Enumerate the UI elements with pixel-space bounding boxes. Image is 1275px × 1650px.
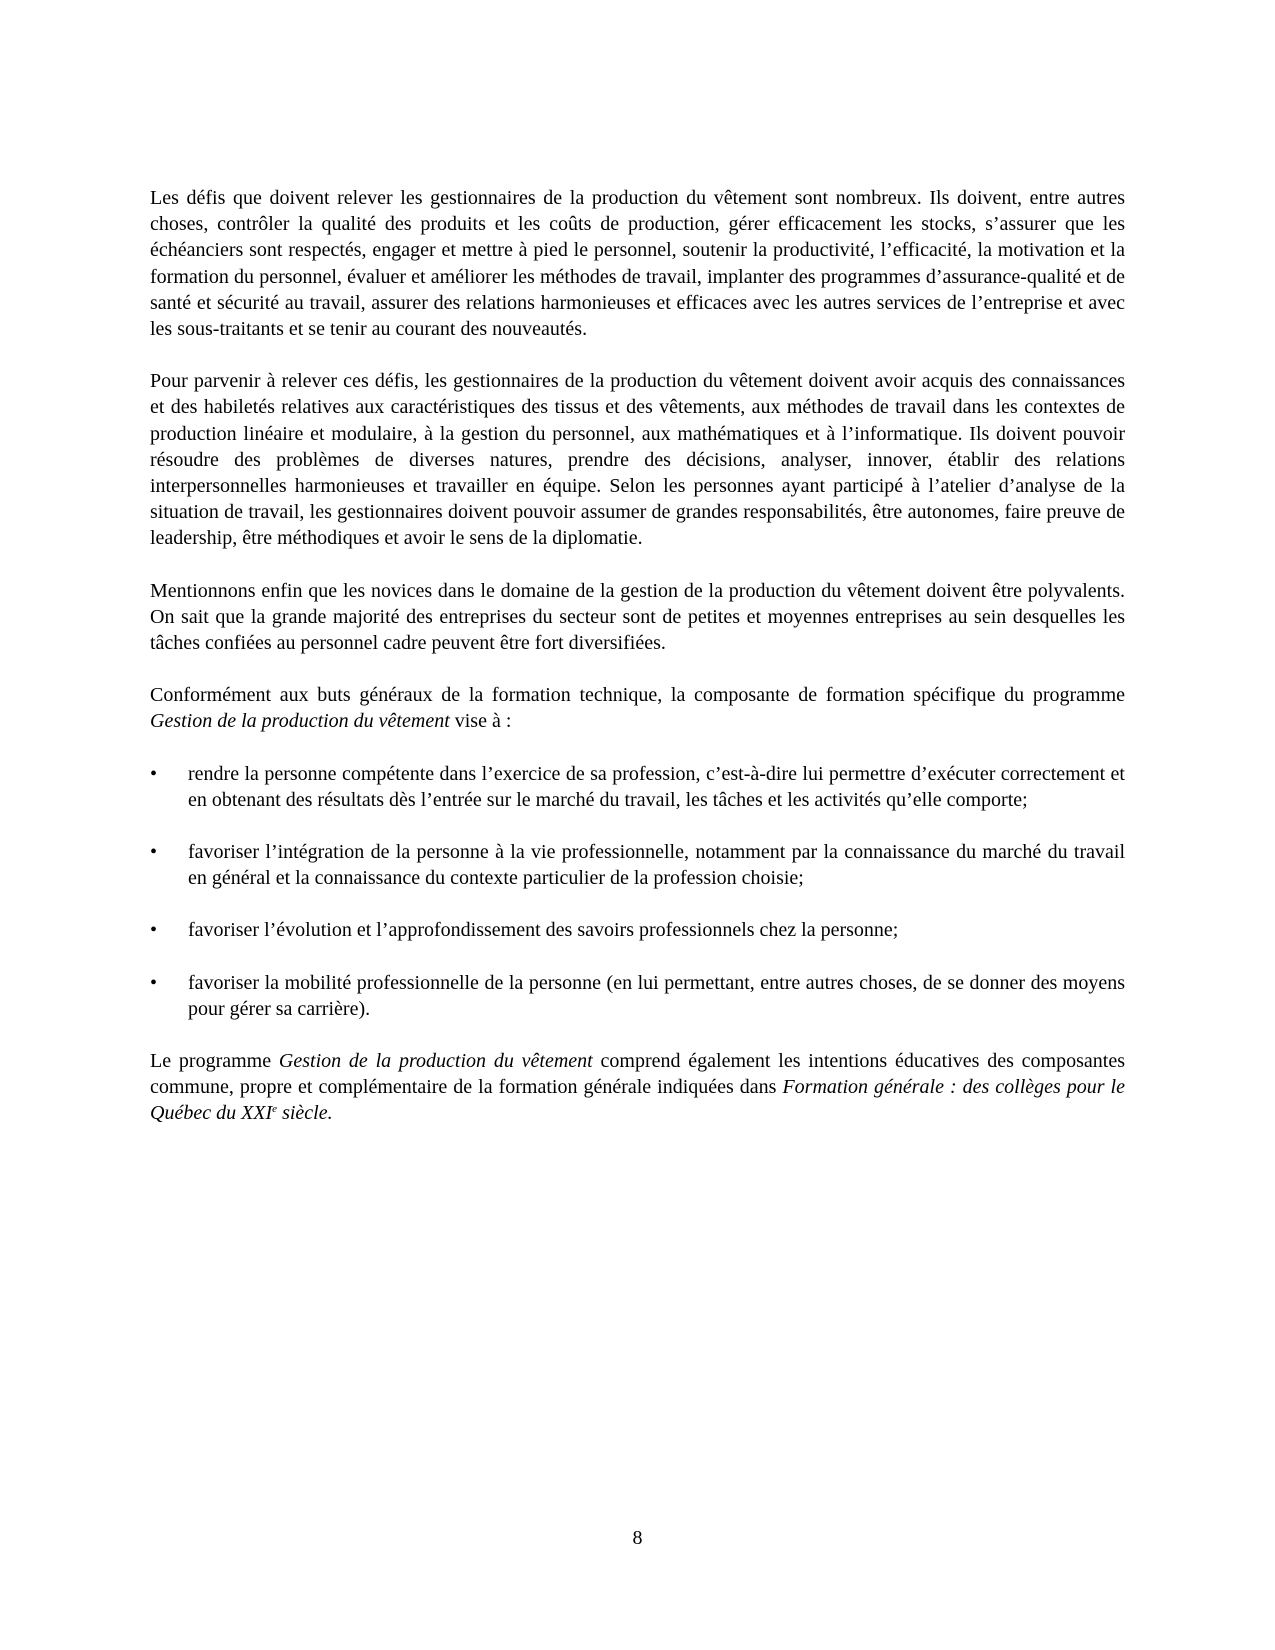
paragraph-skills: Pour parvenir à relever ces défis, les gestionnaires de la production du vêtement doivent avoir acquis des connaissances et des habiletés relatives aux caractéristiques des tissus et des vêtements, aux méthodes de travail dans les contextes de production linéaire et modulaire, à la gestion du personnel, aux mathématiques et à l’informatique. Ils doivent pouvoir résoudre des problèmes de diverses natures, prendre des décisions, analyser, innover, établir des relations interpersonnelles harmonieuses et travailler en équipe. Selon les personnes ayant participé à l’atelier d’analyse de la situation de travail, les gestionnaires doivent pouvoir assumer de grandes responsabilités, être autonomes, faire preuve de leadership, être méthodiques et avoir le sens de la diplomatie. bbox=[150, 370, 1125, 550]
list-item-text: favoriser la mobilité professionnelle de la personne (en lui permettant, entre autres choses, de se donner des moyens pour gérer sa carrière). bbox=[188, 971, 1125, 1020]
page-body bbox=[150, 185, 1125, 1153]
list-item bbox=[150, 917, 1125, 943]
paragraph-challenges: Les défis que doivent relever les gestionnaires de la production du vêtement sont nombreux. Ils doivent, entre autres choses, contrôler la qualité des produits et les coûts de production, gérer efficacement les stocks, s’assurer que les échéanciers sont respectés, engager et mettre à pied le personnel, soutenir la productivité, l’efficacité, la motivation et la formation du personnel, évaluer et améliorer les méthodes de travail, implanter des programmes d’assurance-qualité et de santé et sécurité au travail, assurer des relations harmonieuses et efficaces avec les autres services de l’entreprise et avec les sous-traitants et se tenir au courant des nouveautés. bbox=[150, 187, 1125, 341]
list-item-text: favoriser l’intégration de la personne à la vie professionnelle, notamment par la connaissance du marché du travail en général et la connaissance du contexte particulier de la profession choisie; bbox=[188, 841, 1125, 890]
goals-intro-end: vise à : bbox=[449, 710, 512, 733]
page-number: 8 bbox=[632, 1527, 643, 1549]
general-education-start: Le programme bbox=[150, 1050, 279, 1073]
program-title: Gestion de la production du vêtement bbox=[278, 1050, 593, 1073]
paragraph-goals-intro bbox=[150, 682, 1125, 734]
paragraph-general-education bbox=[150, 1048, 1125, 1127]
program-title: Gestion de la production du vêtement bbox=[150, 710, 450, 733]
goals-intro-text: Conformément aux buts généraux de la formation technique, la composante de formation spécifique du programme bbox=[150, 684, 1125, 707]
bullet-icon: • bbox=[150, 919, 158, 942]
list-item-text: favoriser l’évolution et l’approfondissement des savoirs professionnels chez la personne; bbox=[188, 919, 899, 942]
reference-title-end: siècle. bbox=[277, 1102, 333, 1125]
century-superscript: e bbox=[272, 1103, 278, 1116]
general-education-mid: comprend également les intentions éducatives des composantes commune, propre et complémentaire de la formation générale indiquées dans bbox=[150, 1050, 1125, 1099]
reference-title-text: Formation générale : des collèges pour le Québec du XXI bbox=[150, 1076, 1125, 1125]
list-item-text: rendre la personne compétente dans l’exercice de sa profession, c’est-à-dire lui permettre d’exécuter correctement et en obtenant des résultats dès l’entrée sur le marché du travail, les tâches et les activités qu’elle comporte; bbox=[188, 762, 1125, 811]
bullet-icon: • bbox=[150, 762, 158, 785]
bullet-icon: • bbox=[150, 841, 158, 864]
list-item bbox=[150, 761, 1125, 813]
goals-list bbox=[150, 761, 1125, 1022]
list-item bbox=[150, 970, 1125, 1022]
paragraph-versatility: Mentionnons enfin que les novices dans le domaine de la gestion de la production du vêtement doivent être polyvalents. On sait que la grande majorité des entreprises du secteur sont de petites et moyennes entreprises au sein desquelles les tâches confiées au personnel cadre peuvent être fort diversifiées. bbox=[150, 579, 1125, 655]
bullet-icon: • bbox=[150, 971, 158, 994]
list-item bbox=[150, 839, 1125, 891]
